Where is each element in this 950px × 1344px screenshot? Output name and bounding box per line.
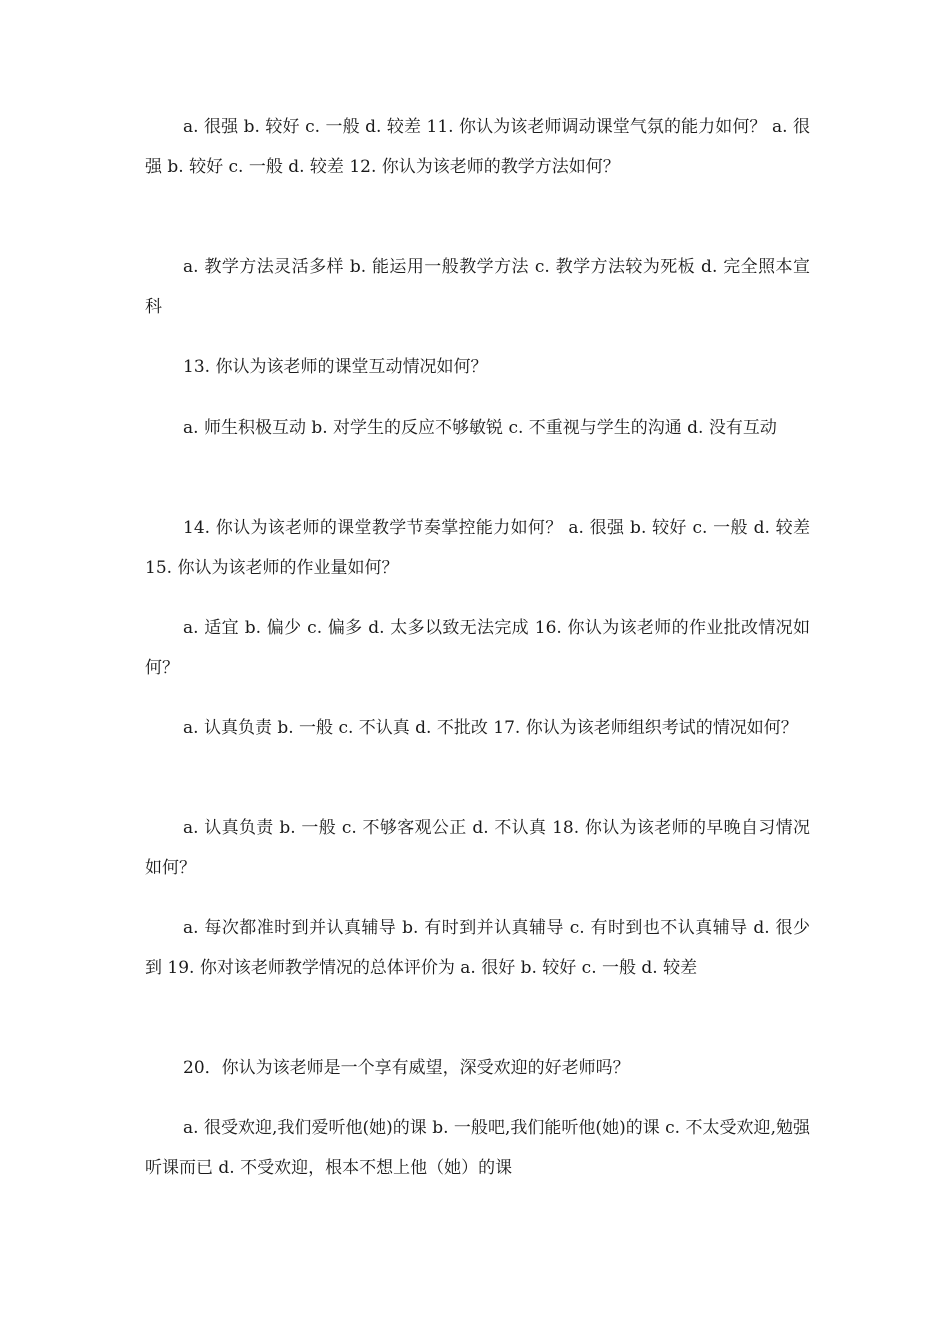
paragraph-q16-q17: a. 认真负责 b. 一般 c. 不认真 d. 不批改 17. 你认为该老师组织考试的情况如何？	[183, 718, 798, 738]
paragraph-q12-options: a. 教学方法灵活多样 b. 能运用一般教学方法 c. 教学方法较为死板 d. 完全照本宣科	[145, 257, 810, 317]
paragraph-q20-options: a. 很受欢迎,我们爱听他(她)的课 b. 一般吧,我们能听他(她)的课 c. 不太受欢迎,勉强听课而已 d. 不受欢迎，根本不想上他（她）的课	[145, 1118, 810, 1178]
paragraph-q17-q18: a. 认真负责 b. 一般 c. 不够客观公正 d. 不认真 18. 你认为该老师的早晚自习情况如何？	[145, 818, 810, 878]
paragraph-q13: 13. 你认为该老师的课堂互动情况如何？	[183, 357, 488, 377]
paragraph-q18-q19: a. 每次都准时到并认真辅导 b. 有时到并认真辅导 c. 有时到也不认真辅导 d. 很少到 19. 你对该老师教学情况的总体评价为 a. 很好 b. 较好 c. 一般 d. 较差	[145, 918, 810, 978]
paragraph-q10-q12: a. 很强 b. 较好 c. 一般 d. 较差 11. 你认为该老师调动课堂气氛的能力如何？ a. 很强 b. 较好 c. 一般 d. 较差 12. 你认为该老师的教学方法如何？	[145, 117, 810, 177]
paragraph-q13-options: a. 师生积极互动 b. 对学生的反应不够敏锐 c. 不重视与学生的沟通 d. 没有互动	[183, 418, 777, 438]
paragraph-q15-q16: a. 适宜 b. 偏少 c. 偏多 d. 太多以致无法完成 16. 你认为该老师的作业批改情况如何？	[145, 618, 810, 678]
paragraph-q20: 20．你认为该老师是一个享有威望，深受欢迎的好老师吗？	[183, 1058, 630, 1078]
paragraph-q14-q15: 14. 你认为该老师的课堂教学节奏掌控能力如何？ a. 很强 b. 较好 c. 一般 d. 较差 15. 你认为该老师的作业量如何？	[145, 518, 810, 578]
